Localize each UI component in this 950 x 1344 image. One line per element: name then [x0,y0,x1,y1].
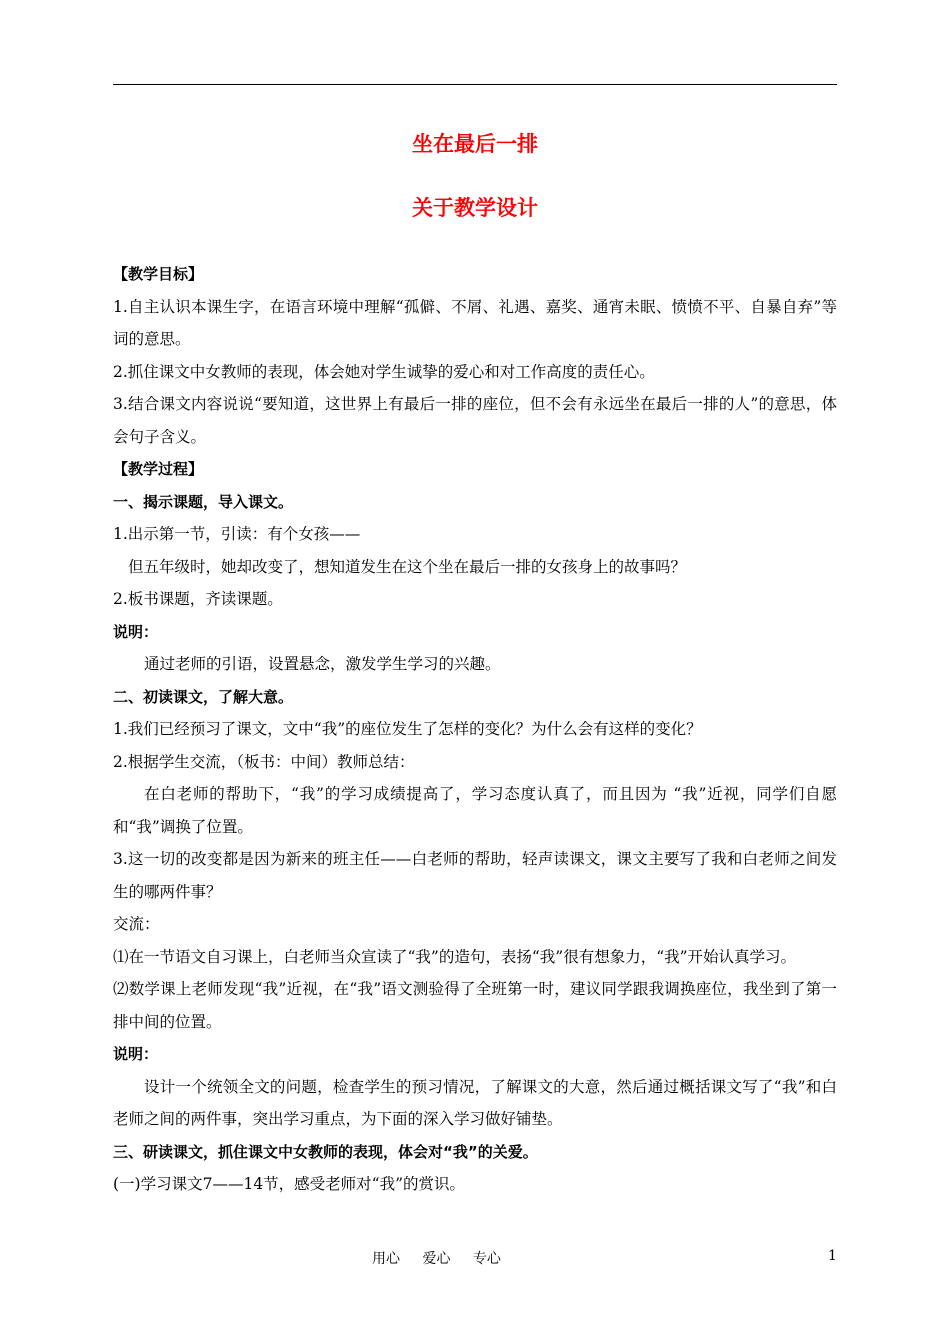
step-item: 2.根据学生交流，（板书：中间）教师总结： [113,752,415,771]
section-heading-objectives: 【教学目标】 [113,265,204,283]
step-item-detail: 在白老师的帮助下，“我”的学习成绩提高了，学习态度认真了，而且因为 “我”近视，同学们自愿和“我”调换了位置。 [113,785,837,836]
objective-item: 2.抓住课文中女教师的表现，体会她对学生诚挚的爱心和对工作高度的责任心。 [113,362,655,381]
note-label: 说明： [113,622,159,641]
note-text: 通过老师的引语，设置悬念，激发学生学习的兴趣。 [144,655,501,673]
objective-item: 3.结合课文内容说说“要知道，这世界上有最后一排的座位，但不会有永远坐在最后一排的人”的意思，体会句子含义。 [113,395,837,446]
step-item: 1.出示第一节，引读：有个女孩—— [113,525,361,543]
exchange-item: ⑵数学课上老师发现“我”近视，在“我”语文测验得了全班第一时，建议同学跟我调换座位，我坐到了第一排中间的位置。 [113,980,837,1031]
step-heading: 二、初读课文，了解大意。 [113,687,294,706]
exchange-label: 交流： [113,915,160,933]
document-body [113,258,837,1201]
footer-slogan: 用心 爱心 专心 [372,1251,501,1267]
step-item: 2.板书课题，齐读课题。 [113,590,283,608]
step-heading: 三、研读课文，抓住课文中女教师的表现，体会对“我”的关爱。 [113,1142,538,1161]
step-heading: 一、揭示课题，导入课文。 [113,492,294,511]
document-subtitle: 关于教学设计 [412,196,538,220]
step-item: 3.这一切的改变都是因为新来的班主任——白老师的帮助，轻声读课文，课文主要写了我和白老师之间发生的哪两件事？ [113,850,837,901]
page-number: 1 [828,1248,837,1264]
step-item-detail: 但五年级时，她却改变了，想知道发生在这个坐在最后一排的女孩身上的故事吗？ [128,557,687,576]
header-rule [113,84,837,85]
note-label: 说明： [113,1045,159,1063]
exchange-item: ⑴在一节语文自习课上，白老师当众宣读了“我”的造句，表扬“我”很有想象力，“我”开始认真学习。 [113,947,797,966]
step-item: 1.我们已经预习了课文，文中“我”的座位发生了怎样的变化？为什么会有这样的变化？ [113,720,702,738]
objective-item: 1.自主认识本课生字，在语言环境中理解“孤僻、不屑、礼遇、嘉奖、通宵未眠、愤愤不平、自暴自弃”等词的意思。 [113,297,837,348]
note-text: 设计一个统领全文的问题，检查学生的预习情况，了解课文的大意，然后通过概括课文写了“我”和白老师之间的两件事，突出学习重点，为下面的深入学习做好铺垫。 [113,1077,837,1128]
step-item: (一)学习课文7——14节，感受老师对“我”的赏识。 [113,1175,466,1193]
document-title: 坐在最后一排 [412,132,538,156]
section-heading-process: 【教学过程】 [113,460,204,478]
